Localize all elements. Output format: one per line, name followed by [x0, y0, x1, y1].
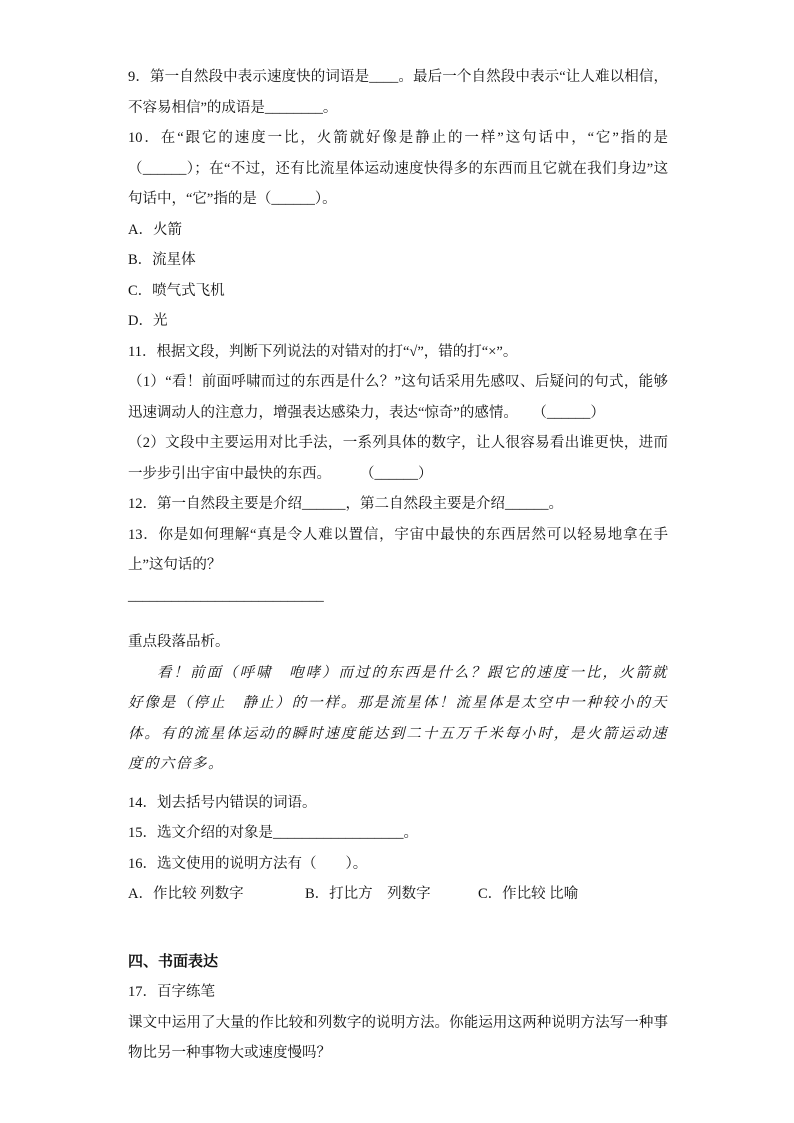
- question-10-option-d: D．光: [128, 313, 168, 329]
- section-4-title: 四、书面表达: [128, 952, 219, 970]
- question-13: 13．你是如何理解“真是令人难以置信，宇宙中最快的东西居然可以轻易地拿在手上”这句话的？: [128, 526, 668, 573]
- question-15: 15．选文介绍的对象是__________________。: [128, 825, 418, 841]
- worksheet-content: [128, 62, 668, 1069]
- question-16-option-c: C．作比较 比喻: [478, 886, 579, 902]
- question-13-answer-line: ___________________________: [128, 587, 324, 604]
- passage-heading: 重点段落品析。: [128, 634, 230, 650]
- passage-text: 看！前面（呼啸 咆哮）而过的东西是什么？跟它的速度一比，火箭就好像是（停止 静止）的一样。那是流星体！流星体是太空中一种较小的天体。有的流星体运动的瞬时速度能达到二十五万千米每小时，是火箭运动速度的六倍多。: [128, 664, 668, 772]
- question-17-body: 课文中运用了大量的作比较和列数字的说明方法。你能运用这两种说明方法写一种事物比另一种事物大或速度慢吗？: [128, 1014, 668, 1061]
- question-10-option-a: A．火箭: [128, 221, 182, 238]
- question-11-sub-2: （2）文段中主要运用对比手法，一系列具体的数字，让人很容易看出谁更快，进而一步步引出宇宙中最快的东西。 （______）: [128, 435, 668, 482]
- question-16-option-a: A．作比较 列数字: [128, 886, 244, 902]
- question-12: 12．第一自然段主要是介绍______，第二自然段主要是介绍______。: [128, 496, 563, 512]
- question-11-sub-1: （1）“看！前面呼啸而过的东西是什么？”这句话采用先感叹、后疑问的句式，能够迅速调动人的注意力，增强表达感染力，表达“惊奇”的感情。 （______）: [128, 374, 668, 421]
- question-10: 10．在“跟它的速度一比，火箭就好像是静止的一样”这句话中，“它”指的是（______）；在“不过，还有比流星体运动速度快得多的东西而且它就在我们身边”这句话中，“它”指的是（______）。: [128, 130, 668, 207]
- question-9: 9．第一自然段中表示速度快的词语是____。最后一个自然段中表示“让人难以相信，不容易相信”的成语是________。: [128, 69, 668, 116]
- question-16-options: [128, 879, 668, 910]
- question-16-option-b: B．打比方 列数字: [305, 886, 431, 902]
- question-17: 17．百字练笔: [128, 984, 215, 1000]
- question-14: 14．划去括号内错误的词语。: [128, 794, 317, 811]
- question-10-option-c: C．喷气式飞机: [128, 282, 225, 299]
- question-11: 11．根据文段，判断下列说法的对错对的打“√”，错的打“×”。: [128, 343, 518, 360]
- question-16: 16．选文使用的说明方法有（ ）。: [128, 855, 368, 872]
- question-10-option-b: B．流星体: [128, 252, 196, 268]
